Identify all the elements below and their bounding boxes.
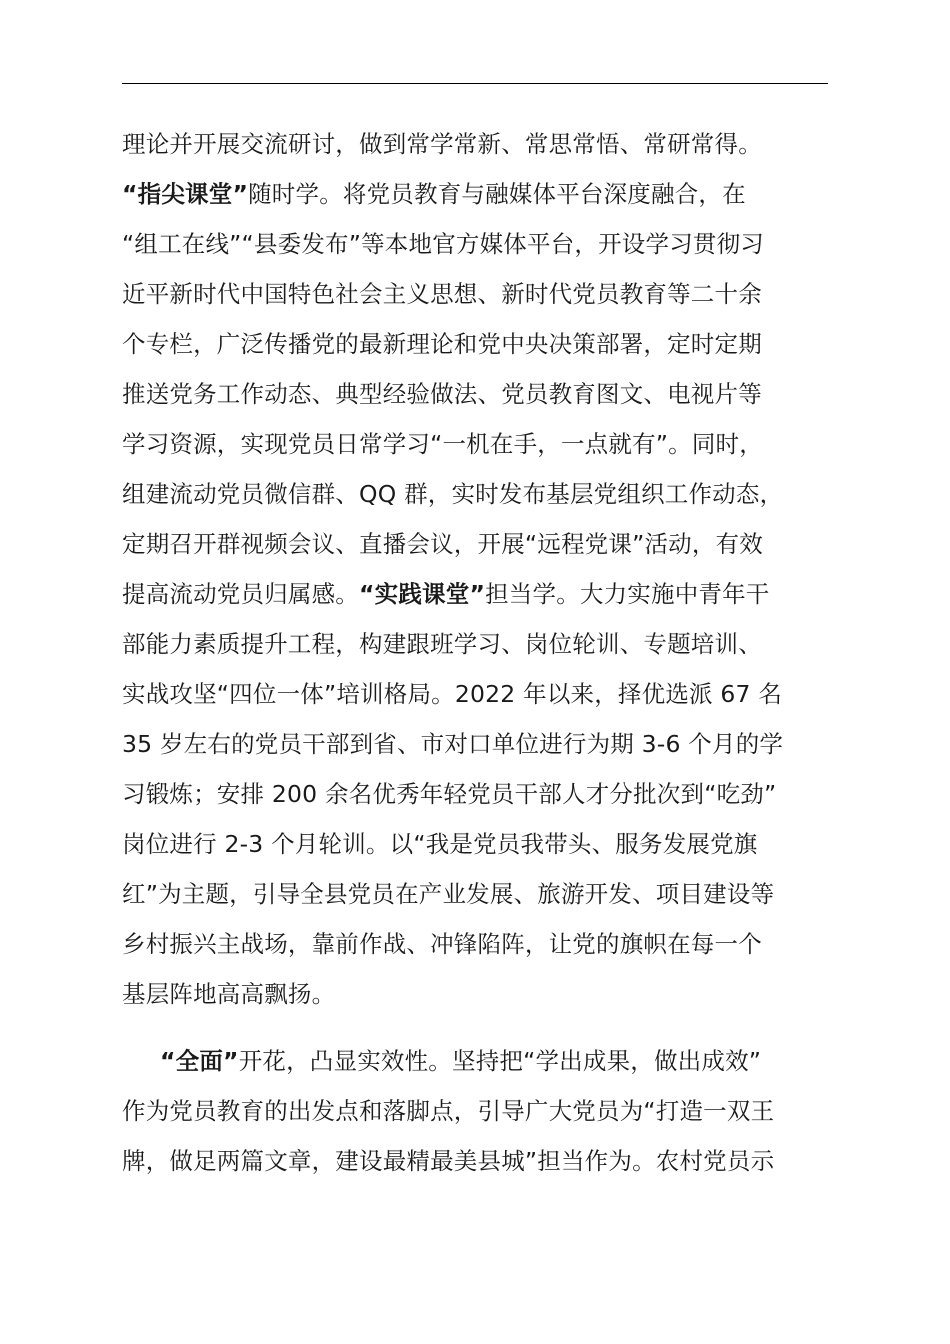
text-line: 个专栏，广泛传播党的最新理论和党中央决策部署，定时定期 [122,330,762,358]
text-line: 组建流动党员微信群、QQ 群，实时发布基层党组织工作动态， [122,480,784,508]
paragraph-heading: “全面” [160,1047,239,1075]
text-run: 提高流动党员归属感。 [122,580,359,608]
text-line: 实战攻坚“四位一体”培训格局。2022 年以来，择优选派 67 名 [122,680,783,708]
text-line: 乡村振兴主战场，靠前作战、冲锋陷阵，让党的旗帜在每一个 [122,930,762,958]
text-line: 习锻炼；安排 200 余名优秀年轻党员干部人才分批次到“吃劲” [122,780,777,808]
text-line: 学习资源，实现党员日常学习“一机在手，一点就有”。同时， [122,430,763,458]
text-line: 红”为主题，引导全县党员在产业发展、旅游开发、项目建设等 [122,880,775,908]
text-run: 开花，凸显实效性。坚持把“学出成果，做出成效” [238,1047,762,1075]
text-line [122,569,828,619]
text-line: 近平新时代中国特色社会主义思想、新时代党员教育等二十余 [122,280,762,308]
section-heading: “实践课堂” [359,580,486,608]
text-line: 推送党务工作动态、典型经验做法、党员教育图文、电视片等 [122,380,762,408]
text-line: 作为党员教育的出发点和落脚点，引导广大党员为“打造一双王 [122,1097,775,1125]
text-line [122,169,828,219]
text-run: 随时学。将党员教育与融媒体平台深度融合，在 [248,180,746,208]
paragraph-start-line [122,1036,828,1086]
section-heading: “指尖课堂” [122,180,249,208]
text-line: 牌，做足两篇文章，建设最精最美县城”担当作为。农村党员示 [122,1147,775,1175]
header-rule [122,83,828,84]
text-line: 基层阵地高高飘扬。 [122,980,336,1008]
text-run: 担当学。大力实施中青年干 [485,580,770,608]
text-line: 35 岁左右的党员干部到省、市对口单位进行为期 3-6 个月的学 [122,730,784,758]
text-line: 部能力素质提升工程，构建跟班学习、岗位轮训、专题培训、 [122,630,762,658]
text-line: 理论并开展交流研讨，做到常学常新、常思常悟、常研常得。 [122,130,762,158]
text-line: 定期召开群视频会议、直播会议，开展“远程党课”活动，有效 [122,530,763,558]
document-body [122,119,828,1186]
text-line: “组工在线”“县委发布”等本地官方媒体平台，开设学习贯彻习 [122,230,764,258]
text-line: 岗位进行 2-3 个月轮训。以“我是党员我带头、服务发展党旗 [122,830,758,858]
paragraph-gap [122,1019,828,1036]
